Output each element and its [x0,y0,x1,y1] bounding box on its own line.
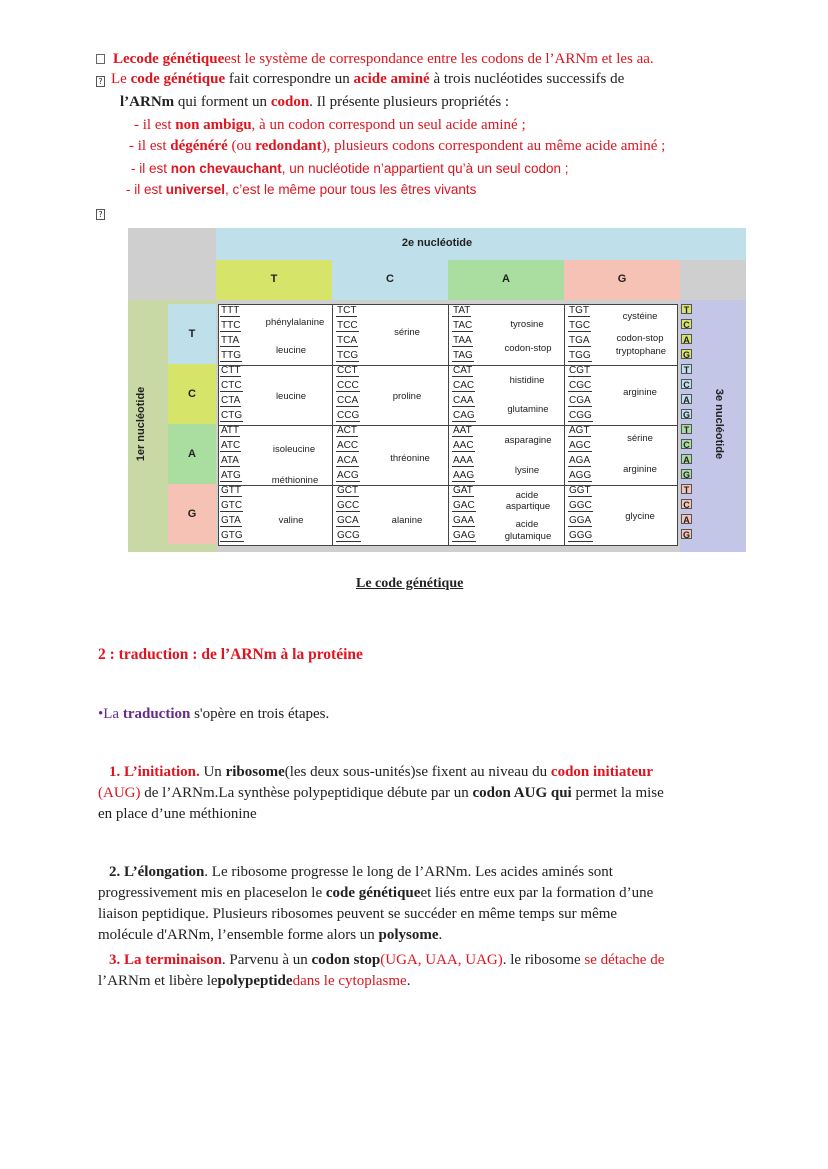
third-nucleotide-cell: G [682,530,690,540]
row-letter-T: T [188,328,196,340]
aa-tryptophane: tryptophane [615,346,667,357]
third-nucleotide-label: 3e nucléotide [713,388,725,460]
property-universel: - il est universel, c’est le même pour tous les êtres vivants [126,182,477,197]
intro-line-2: ? Le code génétique fait correspondre un acide aminé à trois nucléotides successifs de [96,70,624,88]
codon-cell: TAA [453,335,472,346]
codon-cell: GAA [453,515,475,526]
intro-line-1: Lecode génétiqueest le système de correspondance entre les codons de l’ARNm et les aa. [96,50,654,68]
codon-cell: CTA [221,395,241,406]
codon-cell: TGG [569,350,591,361]
codon-cell: GGA [569,515,592,526]
aa-aspartic-acid-1: acide [515,490,539,501]
codon-cell: ACC [337,440,359,451]
codon-cell: TCT [337,305,357,316]
codon-cell: ATC [221,440,241,451]
aa-glutamic-acid-1: acide [515,519,539,530]
third-nucleotide-cell: C [681,439,692,449]
third-nucleotide-cell: C [681,499,692,509]
missing-glyph-icon: ? [96,209,105,220]
step-elongation: 2. L’élongation. Le ribosome progresse le long de l’ARNm. Les acides aminés sont progressivement mis en placeselon le code génétiqueet liés entre eux par la formation d’une liaison peptidique. Plusieurs ribosomes peuvent se succéder en même temps sur même molécule d'ARNm, l’ensemble forme alors un polysome. [98,864,654,943]
third-nucleotide-cell: T [681,484,692,494]
third-nucleotide-cell: A [681,334,692,344]
row-letter-C: C [188,388,196,400]
codon-cell: GTA [221,515,241,526]
aa-serine-1: sérine [394,327,420,338]
aa-valine: valine [278,515,304,526]
aa-codon-stop-2: codon-stop [616,333,664,344]
codon-cell: CAA [453,395,474,406]
codon-cell: AAC [453,440,474,451]
aa-serine-2: sérine [627,433,653,444]
step-initiation: 1. L’initiation. Un ribosome(les deux sous-unités)se fixent au niveau du codon initiateur (AUG) de l’ARNm.La synthèse polypeptidique débute par un codon AUG qui permet la mise en place d’une méthionine [98,764,664,822]
third-nucleotide-cell: A [681,454,692,464]
codon-cell: GCT [337,485,359,496]
aa-glycine: glycine [625,511,655,522]
codon-cell: AGG [569,470,592,481]
second-nucleotide-label: 2e nucléotide [401,237,473,249]
third-nucleotide-cell: T [681,424,692,434]
codon-cell: TGT [569,305,589,316]
codon-cell: CTG [221,410,243,421]
codon-cell: AGA [569,455,591,466]
codon-cell: AAT [453,425,472,436]
codon-cell: CGC [569,380,592,391]
codon-cell: TTA [221,335,240,346]
third-nucleotide-cell: C [681,379,692,389]
codon-cell: TTT [221,305,240,316]
aa-histidine: histidine [509,375,545,386]
row-letter-G: G [187,508,197,520]
codon-cell: GAG [453,530,476,541]
codon-cell: CGA [569,395,591,406]
third-nucleotide-cell: T [681,364,692,374]
aa-arginine-1: arginine [623,387,657,398]
col-letter-A: A [502,273,510,285]
col-letter-T: T [270,273,278,285]
codon-cell: GCC [337,500,360,511]
third-nucleotide-cell: A [681,514,692,524]
aa-alanine: alanine [391,515,423,526]
codon-cell: TGA [569,335,590,346]
codon-cell: ATT [221,425,240,436]
codon-cell: CAG [453,410,475,421]
codon-cell: GTG [221,530,243,541]
codon-cell: TGC [569,320,591,331]
third-nucleotide-cell: G [682,410,690,420]
codon-cell: GTC [221,500,243,511]
property-non-ambigu: - il est non ambigu, à un codon correspond un seul acide aminé ; [134,117,526,133]
stray-glyph [96,203,111,221]
genetic-code-table [128,228,746,552]
aa-leucine-2: leucine [275,391,307,402]
codon-cell: GGT [569,485,591,496]
codon-cell: ACT [337,425,357,436]
table-caption: Le code génétique [356,576,464,591]
third-nucleotide-cell: T [681,304,692,314]
missing-glyph-icon: ? [96,76,105,87]
codon-cell: GGC [569,500,592,511]
aa-leucine-1: leucine [275,345,307,356]
codon-cell: TAG [453,350,473,361]
codon-cell: CCA [337,395,359,406]
property-degenere: - il est dégénéré (ou redondant), plusieurs codons correspondent au même acide aminé ; [129,138,666,154]
col-letter-C: C [386,273,394,285]
aa-isoleucine: isoleucine [272,444,316,455]
codon-cell: AAG [453,470,475,481]
codon-cell: GCG [337,530,360,541]
codon-cell: CAT [453,365,473,376]
codon-cell: ATA [221,455,239,466]
step-termination: 3. La terminaison. Parvenu à un codon stop(UGA, UAA, UAG). le ribosome se détache de l’ARNm et libère lepolypeptidedans le cytoplasme. [98,952,665,989]
intro-line-3: l’ARNm qui forment un codon. Il présente plusieurs propriétés : [120,94,510,110]
codon-cell: CCT [337,365,358,376]
third-nucleotide-cell: G [682,470,690,480]
codon-cell: TTC [221,320,241,331]
codon-cell: GGG [569,530,593,541]
codon-cell: AGC [569,440,591,451]
codon-cell: CCG [337,410,360,421]
codon-cell: GAC [453,500,475,511]
aa-cysteine: cystéine [622,311,658,322]
third-nucleotide-cell: G [682,350,690,360]
aa-codon-stop-1: codon-stop [504,343,552,354]
codon-cell: CTC [221,380,242,391]
col-letter-G: G [617,273,627,285]
bullet-line: •La traduction s'opère en trois étapes. [98,706,330,722]
codon-cell: TCG [337,350,359,361]
codon-cell: ATG [221,470,241,481]
aa-glutamine: glutamine [507,404,549,415]
codon-cell: TCC [337,320,358,331]
row-letter-A: A [188,448,196,460]
codon-cell: CCC [337,380,359,391]
codon-cell: ACG [337,470,359,481]
property-non-chevauchant: - il est non chevauchant, un nucléotide n’appartient qu’à un seul codon ; [131,161,569,176]
third-nucleotide-cell: A [681,394,692,404]
aa-lysine: lysine [514,465,540,476]
checkbox-icon [96,54,105,64]
codon-cell: GCA [337,515,359,526]
codon-cell: ACA [337,455,358,466]
codon-cell: TAT [453,305,471,316]
aa-aspartic-acid-2: aspartique [505,501,551,512]
aa-phenylalanine: phénylalanine [265,317,325,328]
codon-cell: GAT [453,485,473,496]
aa-glutamic-acid-2: glutamique [504,531,552,542]
third-nucleotide-cell: C [681,319,692,329]
section-title: 2 : traduction : de l’ARNm à la protéine [98,646,363,663]
codon-cell: CTT [221,365,241,376]
codon-cell: TCA [337,335,357,346]
codon-cell: GTT [221,485,241,496]
aa-arginine-2: arginine [623,464,657,475]
codon-cell: CAC [453,380,475,391]
codon-cell: AGT [569,425,590,436]
codon-cell: CGT [569,365,591,376]
codon-cell: TTG [221,350,241,361]
aa-proline: proline [392,391,422,402]
codon-cell: CGG [569,410,592,421]
aa-threonine: thréonine [390,453,430,464]
aa-methionine: méthionine [271,475,319,486]
codon-cell: AAA [453,455,474,466]
first-nucleotide-label: 1er nucléotide [135,386,147,462]
aa-tyrosine: tyrosine [510,319,544,330]
codon-cell: TAC [453,320,473,331]
aa-asparagine: asparagine [504,435,552,446]
